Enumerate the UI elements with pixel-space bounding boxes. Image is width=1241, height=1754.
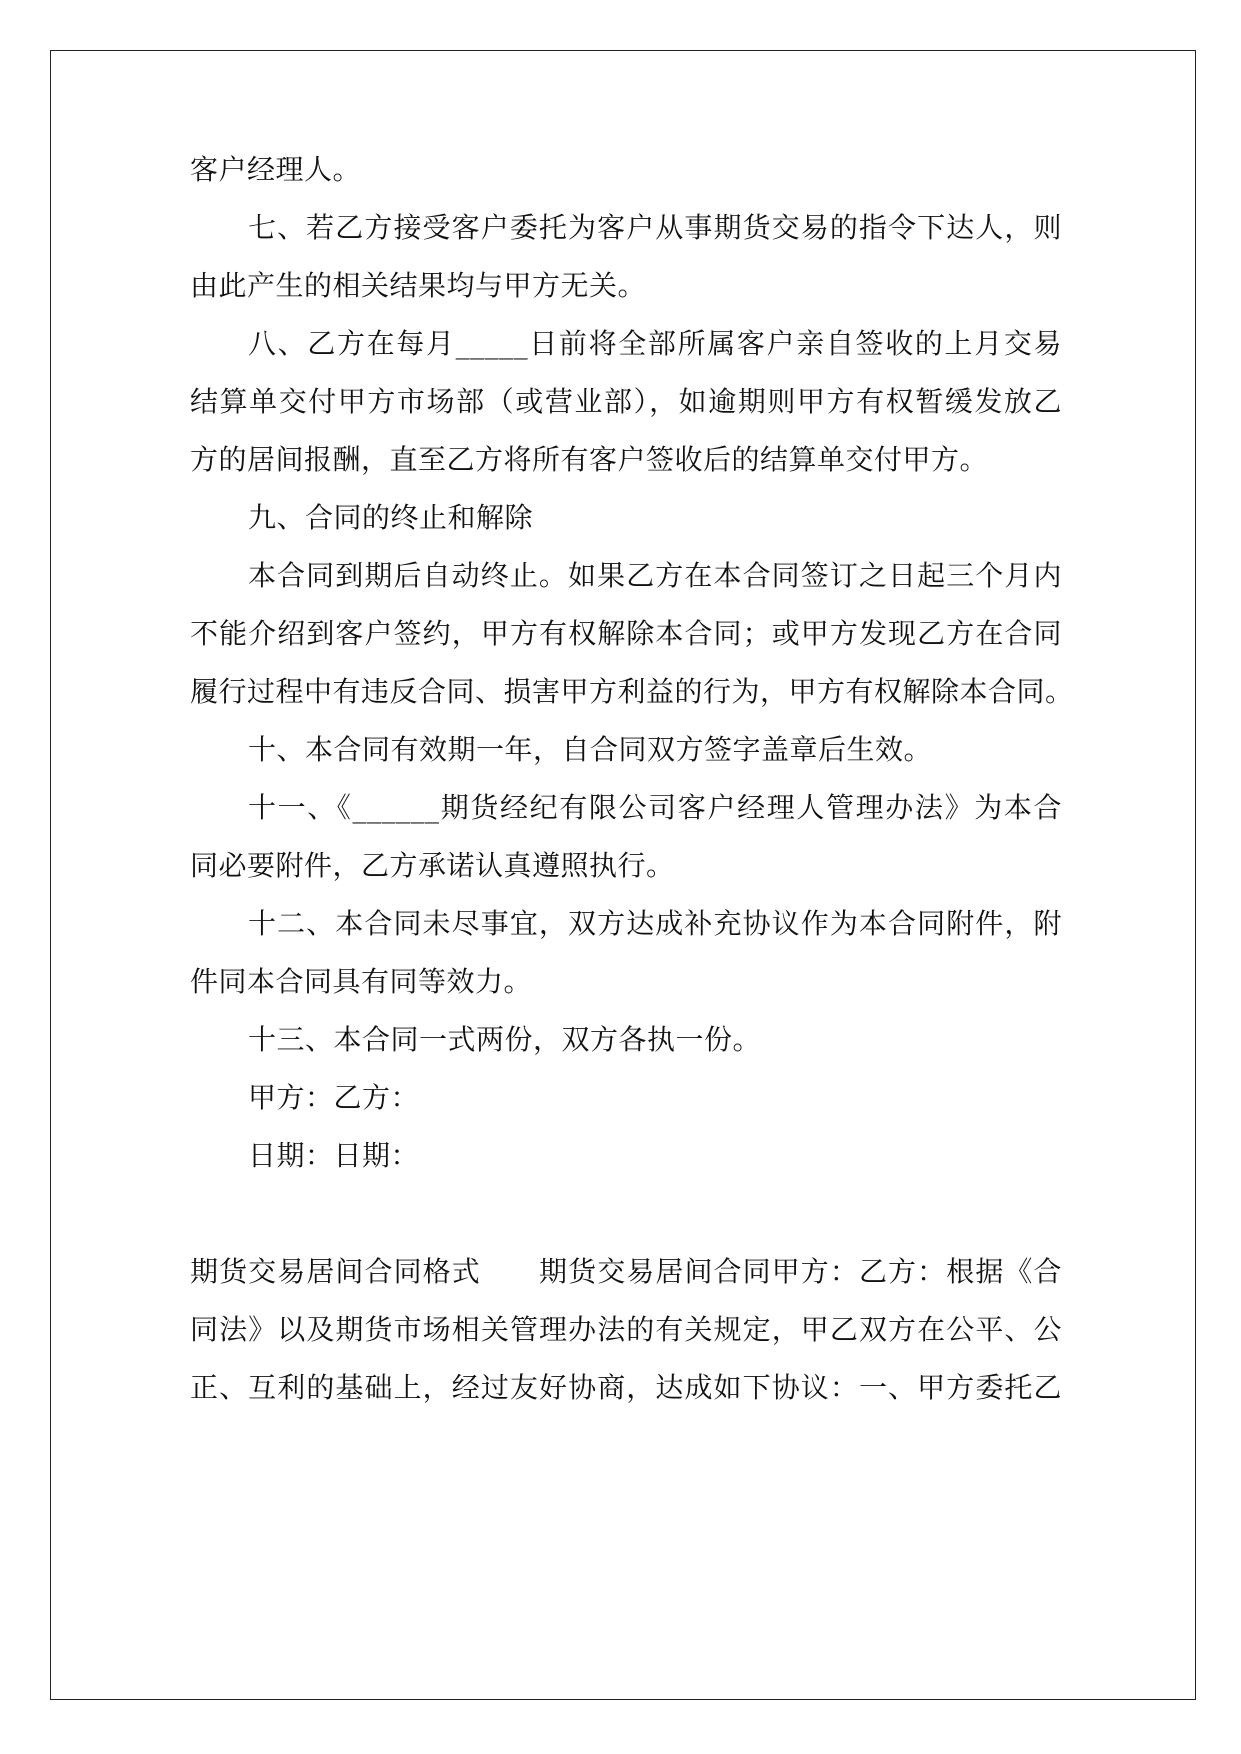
clause-11-line-1: 十一、《______期货经纪有限公司客户经理人管理办法》为本合 <box>248 791 1062 824</box>
clause-9-line-1: 本合同到期后自动终止。如果乙方在本合同签订之日起三个月内 <box>248 559 1062 592</box>
clause-13: 十三、本合同一式两份，双方各执一份。 <box>248 1023 762 1056</box>
next-section-line-1: 期货交易居间合同格式 期货交易居间合同甲方：乙方：根据《合 <box>190 1255 1062 1288</box>
clause-11-line-2: 同必要附件，乙方承诺认真遵照执行。 <box>190 849 675 882</box>
next-section-line-3: 正、互利的基础上，经过友好协商，达成如下协议：一、甲方委托乙 <box>190 1371 1062 1404</box>
clause-12-line-2: 件同本合同具有同等效力。 <box>190 965 533 998</box>
signature-parties: 甲方：乙方： <box>248 1081 420 1114</box>
signature-dates: 日期：日期： <box>248 1139 420 1172</box>
clause-8-line-3: 方的居间报酬，直至乙方将所有客户签收后的结算单交付甲方。 <box>190 443 989 476</box>
clause-8-line-2: 结算单交付甲方市场部（或营业部），如逾期则甲方有权暂缓发放乙 <box>190 385 1062 418</box>
clause-12-line-1: 十二、本合同未尽事宜，双方达成补充协议作为本合同附件，附 <box>248 907 1062 940</box>
clause-9-line-3: 履行过程中有违反合同、损害甲方利益的行为，甲方有权解除本合同。 <box>190 675 1074 708</box>
clause-8-line-1: 八、乙方在每月_____日前将全部所属客户亲自签收的上月交易 <box>248 327 1062 360</box>
clause-9-heading: 九、合同的终止和解除 <box>248 501 534 534</box>
next-section-line-2: 同法》以及期货市场相关管理办法的有关规定，甲乙双方在公平、公 <box>190 1313 1062 1346</box>
clause-7-line-1: 七、若乙方接受客户委托为客户从事期货交易的指令下达人，则 <box>248 211 1062 244</box>
clause-10: 十、本合同有效期一年，自合同双方签字盖章后生效。 <box>248 733 933 766</box>
clause-9-line-2: 不能介绍到客户签约，甲方有权解除本合同；或甲方发现乙方在合同 <box>190 617 1062 650</box>
text-line: 客户经理人。 <box>190 153 362 186</box>
clause-7-line-2: 由此产生的相关结果均与甲方无关。 <box>190 269 647 302</box>
